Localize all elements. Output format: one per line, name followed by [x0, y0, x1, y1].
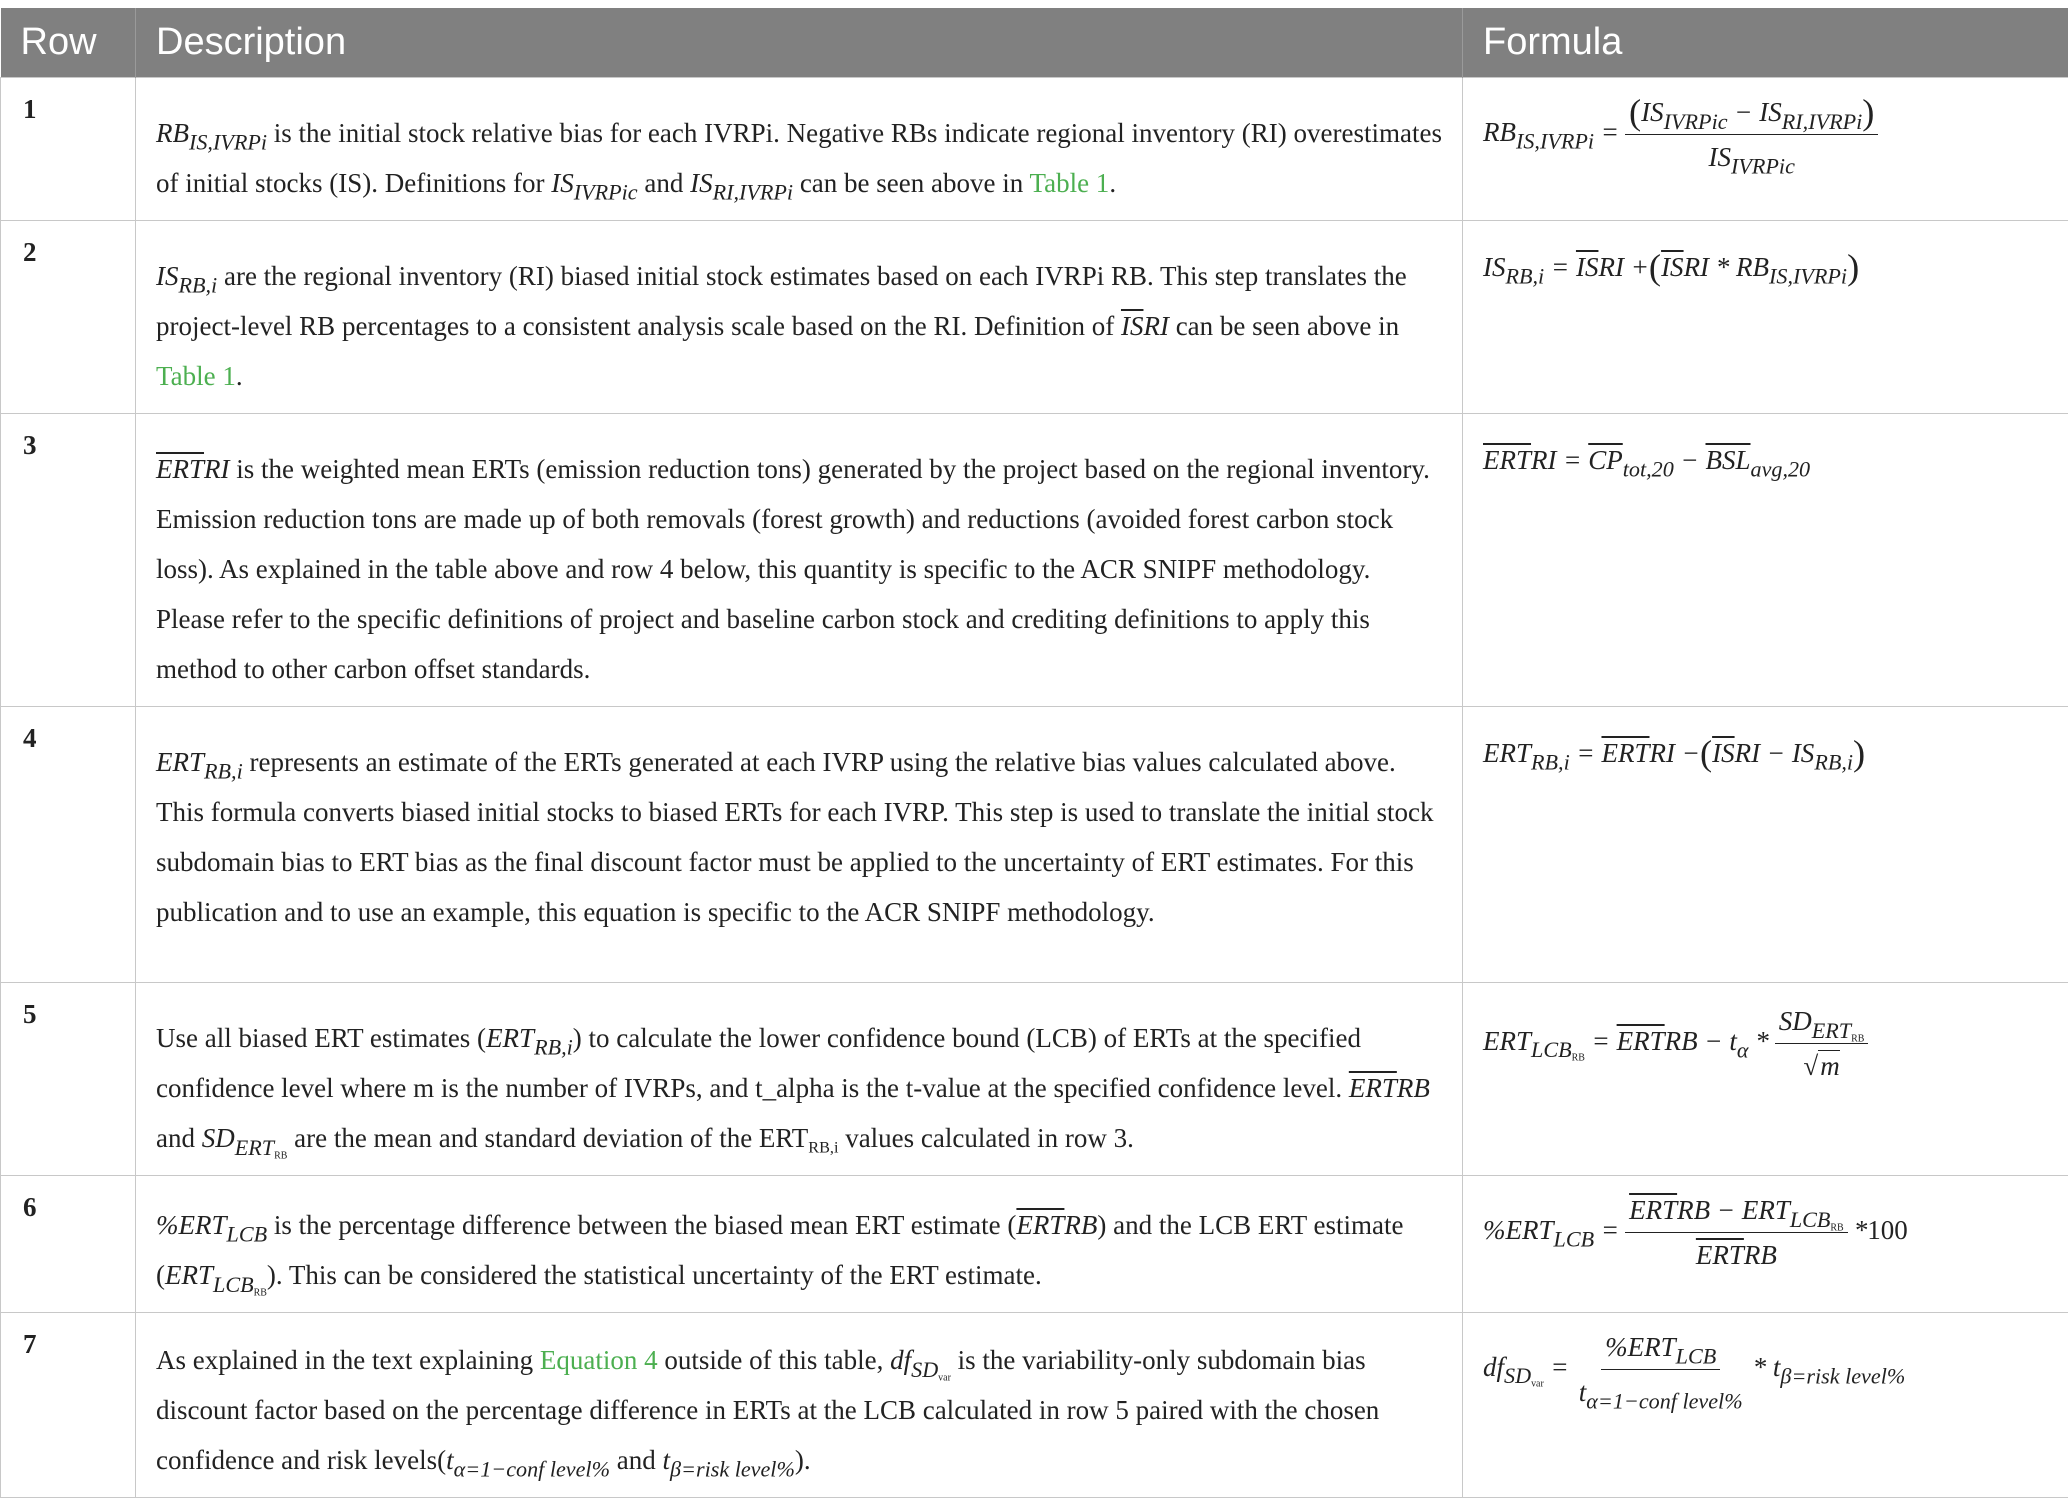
- row-description: $\overline{ERT}RI$ is the weighted mean ERTs (emission reduction tons) generated by the project based on the regional inventory. Emission reduction tons are made up of both removals (forest growth) and reductions (avoided forest carbon stock loss). As explained in the table above and row 4 below, this quantity is specific to the ACR SNIPF methodology. Please refer to the specific definitions of project and baseline carbon stock and crediting definitions to apply this method to other carbon offset standards.: [136, 414, 1463, 707]
- header-row: [1, 8, 2068, 78]
- formula: $\%ERT_{LCB}$ = $\frac{\overline{ERT}RB - ERT_{LCB_{RB}}}{\overline{ERT}RB}$ *100: [1483, 1215, 1908, 1245]
- row-number: 4: [1, 707, 136, 983]
- row-formula: [1463, 1176, 2068, 1313]
- row-description: As explained in the text explaining Equation 4 outside of this table, $df_{SD_{var}}$ is the variability-only subdomain bias discount factor based on the percentage difference in ERTs at the LCB calculated in row 5 paired with the chosen confidence and risk $levels(t_{\alpha=1-conf level\%}$ and $t_{\beta=risk level\%}$).: [136, 1313, 1463, 1498]
- table-1-link[interactable]: Table 1: [156, 361, 236, 391]
- math-term: $SD_{ERT_{RB}}$: [202, 1123, 288, 1153]
- table-row: [1, 983, 2068, 1176]
- math-term: $\overline{ERT}RB$: [1349, 1073, 1430, 1103]
- row-number: 5: [1, 983, 136, 1176]
- row-formula: [1463, 414, 2068, 707]
- row-formula: [1463, 1313, 2068, 1498]
- row-description: $RB_{IS,IVRPi}$ is the initial stock relative bias for each IVRPi. Negative RBs indicate regional inventory (RI) overestimates of initial stocks (IS). Definitions for $IS_{IVRPic}$ and $IS_{RI,IVRPi}$ can be seen above in Table 1.: [136, 78, 1463, 221]
- formula: $\overline{ERT}RI = \overline{CP}_{tot,20} - \overline{BSL}_{avg,20}$: [1483, 445, 1810, 475]
- table-row: [1, 1313, 2068, 1498]
- row-number: 3: [1, 414, 136, 707]
- row-number: 1: [1, 78, 136, 221]
- math-term: $IS_{RB,i}$: [156, 261, 217, 291]
- row-number: 6: [1, 1176, 136, 1313]
- table-row: [1, 1176, 2068, 1313]
- table-row: [1, 221, 2068, 414]
- math-term: $t_{\beta=risk level\%}$: [663, 1445, 795, 1475]
- math-term: $ERT_{RB,i}$: [156, 747, 243, 777]
- table-row: [1, 707, 2068, 983]
- row-formula: [1463, 707, 2068, 983]
- math-term: $IS_{RI,IVRPi}$: [690, 168, 793, 198]
- formula: $ERT_{LCB_{RB}} = \overline{ERT}RB - t_\alpha$ * $\frac{SD_{ERT_{RB}}}{√m}$: [1483, 1026, 1874, 1056]
- row-formula: [1463, 78, 2068, 221]
- row-formula: [1463, 221, 2068, 414]
- formula: $RB_{IS,IVRPi}$ = $\frac{(IS_{IVRPic} - IS_{RI,IVRPi})}{IS_{IVRPic}}$: [1483, 117, 1884, 147]
- formula: $IS_{RB,i} = \overline{IS}RI +(\overline{IS}RI * RB_{IS,IVRPi})$: [1483, 252, 1859, 282]
- math-term: $t_{\alpha=1-conf level\%}$: [446, 1445, 610, 1475]
- row-formula: [1463, 983, 2068, 1176]
- math-term: $df_{SD_{var}}$: [890, 1345, 951, 1375]
- row-number: 2: [1, 221, 136, 414]
- header-formula: Formula: [1463, 8, 2068, 78]
- row-description: $IS_{RB,i}$ are the regional inventory (RI) biased initial stock estimates based on each IVRPi RB. This step translates the project-level RB percentages to a consistent analysis scale based on the RI. Definition of $\overline{IS}RI$ can be seen above in Table 1.: [136, 221, 1463, 414]
- header-row-number: Row: [1, 8, 136, 78]
- math-term: $\overline{ERT}RI$: [156, 454, 230, 484]
- row-description: Use all biased ERT estimates $(ERT_{RB,i})$ to calculate the lower confidence bound (LCB) of ERTs at the specified confidence level where m is the number of IVRPs, and t_alpha is the t-value at the specified confidence level. $\overline{ERT}RB$ and $SD_{ERT_{RB}}$ are the mean and standard deviation of the $ERT_{RB,i}$ values calculated in row 3.: [136, 983, 1463, 1176]
- math-term: $IS_{IVRPic}$: [551, 168, 637, 198]
- math-term: $\overline{ERT}RB$: [1016, 1210, 1097, 1240]
- math-term: $\overline{IS}RI$: [1121, 311, 1169, 341]
- row-description: $ERT_{RB,i}$ represents an estimate of the ERTs generated at each IVRP using the relative bias values calculated above. This formula converts biased initial stocks to biased ERTs for each IVRP. This step is used to translate the initial stock subdomain bias to ERT bias as the final discount factor must be applied to the uncertainty of ERT estimates. For this publication and to use an example, this equation is specific to the ACR SNIPF methodology.: [136, 707, 1463, 983]
- table-1-link[interactable]: Table 1: [1029, 168, 1109, 198]
- table-row: [1, 78, 2068, 221]
- math-term: $ERT_{RB,i}$: [486, 1023, 573, 1053]
- row-description: $\%ERT_{LCB}$ is the percentage difference between the biased mean ERT estimate $(\overline{ERT}RB)$ and the LCB ERT estimate $(ERT_{LCB_{RB}})$. This can be considered the statistical uncertainty of the ERT estimate.: [136, 1176, 1463, 1313]
- formula: $df_{SD_{var}}$ = $\frac{\%ERT_{LCB}}{t_{\alpha=1-conf level\%}}$ * $t_{\beta=risk level\%}$: [1483, 1352, 1905, 1382]
- math-term: $\%ERT_{LCB}$: [156, 1210, 267, 1240]
- math-term: $ERT_{LCB_{RB}}$: [165, 1260, 267, 1290]
- math-term: $RB_{IS,IVRPi}$: [156, 118, 267, 148]
- formula-table: [0, 8, 2068, 1498]
- equation-4-link[interactable]: Equation 4: [540, 1345, 658, 1375]
- row-number: 7: [1, 1313, 136, 1498]
- table-row: [1, 414, 2068, 707]
- formula: $ERT_{RB,i} = \overline{ERT}RI -(\overline{IS}RI - IS_{RB,i})$: [1483, 738, 1865, 768]
- header-description: Description: [136, 8, 1463, 78]
